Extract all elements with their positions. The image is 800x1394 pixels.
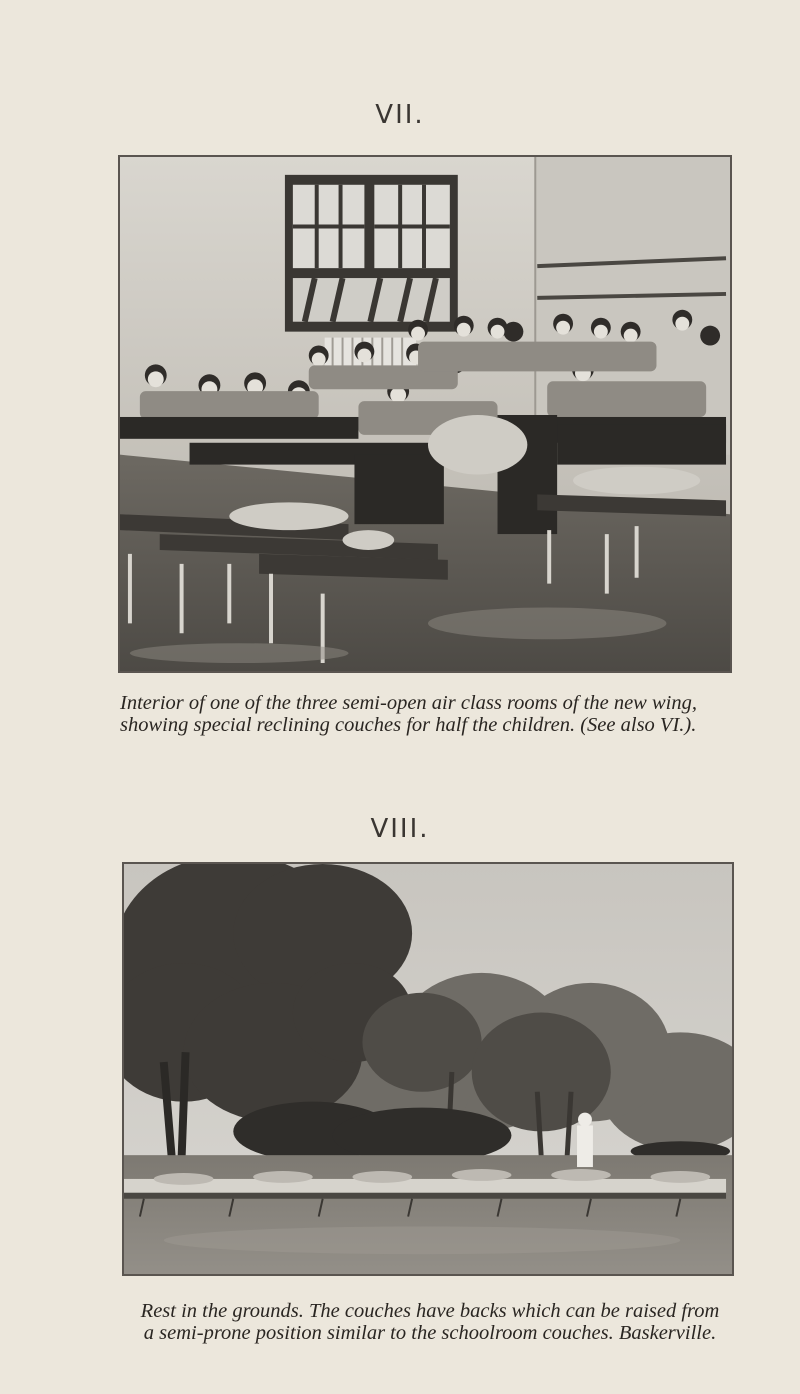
classroom-photo-image	[120, 157, 730, 671]
plate-vii-caption	[120, 692, 740, 736]
grounds-photograph	[122, 862, 734, 1276]
plate-viii-caption	[110, 1300, 750, 1344]
classroom-photograph	[118, 155, 732, 673]
caption-line: showing special reclining couches for half the children. (See also VI.).	[120, 714, 697, 736]
plate-number-vii: VII.	[375, 100, 425, 130]
grounds-photo-image	[124, 864, 732, 1274]
caption-line: Rest in the grounds. The couches have backs which can be raised from	[140, 1300, 720, 1322]
caption-line: a semi-prone position similar to the schoolroom couches. Baskerville.	[143, 1322, 717, 1344]
caption-line: Interior of one of the three semi-open air class rooms of the new wing,	[120, 692, 697, 714]
plate-number-viii: VIII.	[370, 814, 430, 844]
